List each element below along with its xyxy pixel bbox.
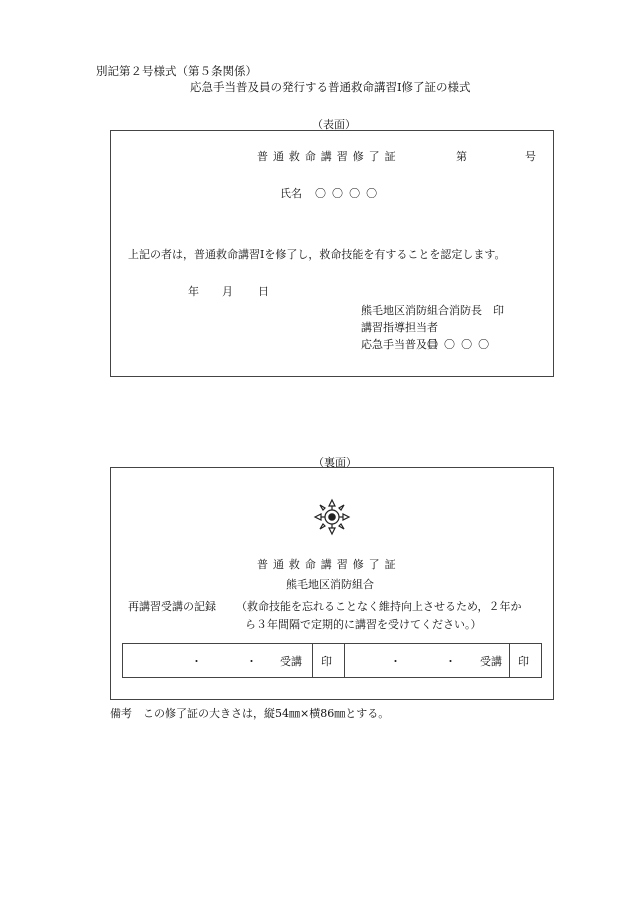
- fire-department-emblem-icon: [313, 498, 351, 536]
- certification-statement: 上記の者は，普通救命講習Ⅰを修了し，救命技能を有することを認定します。: [128, 248, 506, 261]
- record-attended-label: 受講: [280, 654, 302, 668]
- front-section-label: （表面）: [312, 118, 356, 131]
- retraining-record-table: [122, 643, 542, 678]
- record-attended-label: 受講: [480, 654, 502, 668]
- instructor-name-value: 〇〇〇〇: [427, 338, 496, 351]
- back-card: [110, 467, 554, 700]
- date-month: 月: [222, 285, 233, 298]
- issuer-name: 熊毛地区消防組合: [286, 578, 374, 591]
- record-seal-label: 印: [518, 654, 529, 668]
- name-value: 〇〇〇〇: [315, 187, 384, 200]
- certificate-number-prefix: 第: [456, 150, 467, 163]
- record-date-cell: [345, 644, 510, 677]
- chief-signer: 熊毛地区消防組合消防長 印: [361, 304, 504, 317]
- back-section-label: （裏面）: [313, 456, 357, 469]
- name-label: 氏名: [280, 187, 302, 200]
- date-year: 年: [188, 285, 199, 298]
- record-date-dots: ・ ・: [191, 654, 257, 668]
- instructor-signer: 講習指導担当者: [361, 321, 438, 334]
- retraining-note-line1: （救命技能を忘れることなく維持向上させるため，２年か: [236, 600, 522, 613]
- retraining-note-line2: ら３年間隔で定期的に講習を受けてください。）: [245, 618, 482, 631]
- record-seal-label: 印: [321, 654, 332, 668]
- date-day: 日: [258, 285, 269, 298]
- record-date-dots: ・ ・: [390, 654, 456, 668]
- record-date-cell: [123, 644, 313, 677]
- form-title: 応急手当普及員の発行する普通救命講習Ⅰ修了証の様式: [190, 80, 471, 94]
- front-title: 普通救命講習修了証: [257, 150, 401, 163]
- size-footnote: 備考 この修了証の大きさは，縦54㎜×横86㎜とする。: [110, 707, 390, 720]
- back-title: 普通救命講習修了証: [257, 558, 401, 571]
- certificate-number-suffix: 号: [525, 150, 536, 163]
- record-seal-cell: [510, 644, 541, 677]
- front-card: [110, 130, 554, 377]
- retraining-record-label: 再講習受講の記録: [128, 600, 216, 613]
- form-id: 別記第２号様式（第５条関係）: [96, 64, 257, 78]
- instructor-name-label: 応急手当普及員: [361, 338, 438, 351]
- record-seal-cell: [313, 644, 345, 677]
